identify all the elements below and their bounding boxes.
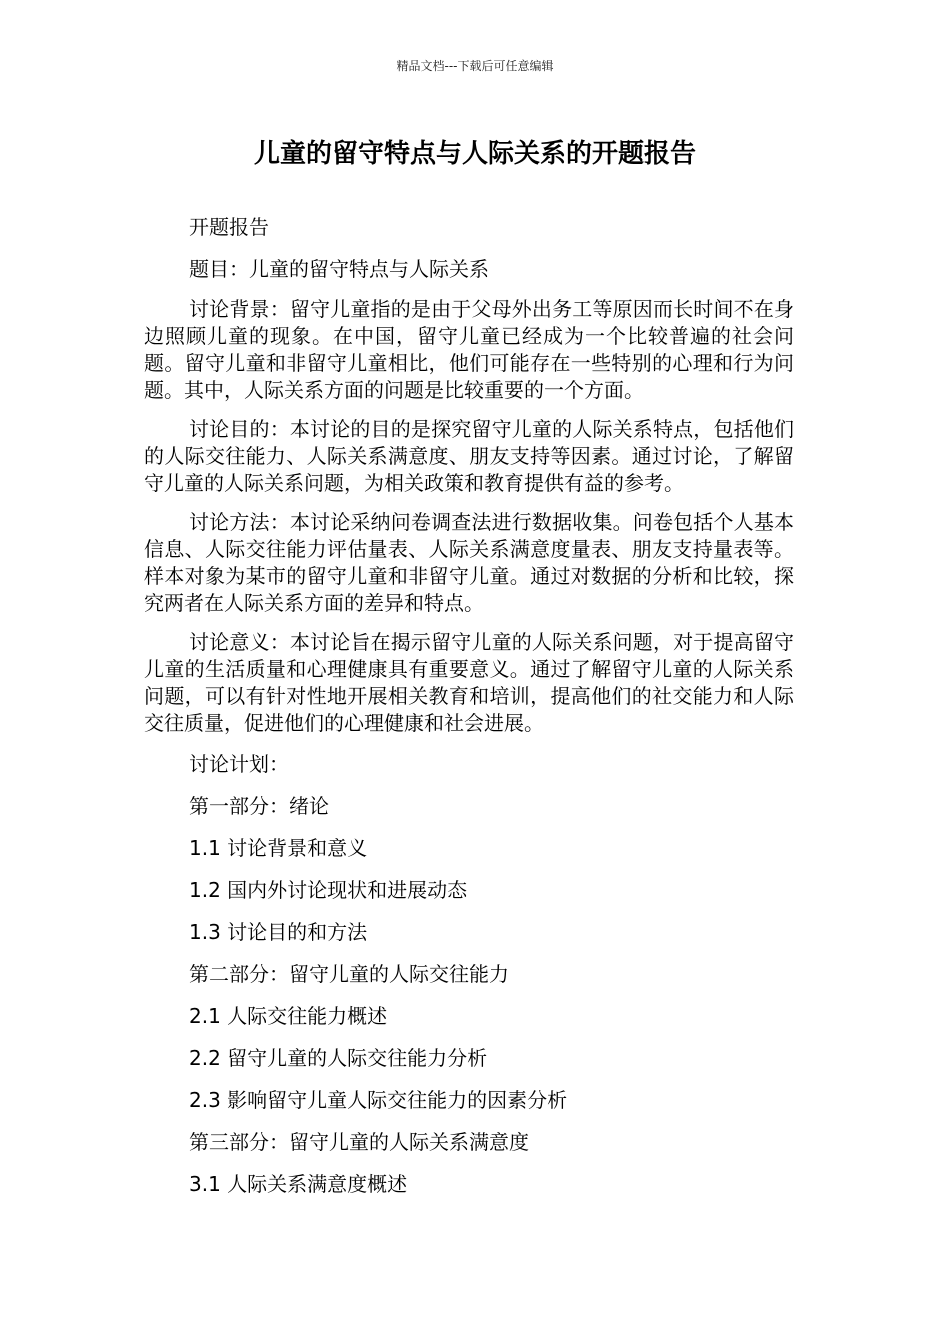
plan-item: 2.1 人际交往能力概述	[189, 1004, 388, 1028]
plan-item: 3.1 人际关系满意度概述	[189, 1172, 408, 1196]
plan-item: 1.3 讨论目的和方法	[189, 920, 368, 944]
header-note: 精品文档---下载后可任意编辑	[396, 59, 554, 73]
plan-item: 第二部分：留守儿童的人际交往能力	[189, 962, 509, 986]
method-paragraph: 讨论方法：本讨论采纳问卷调查法进行数据收集。问卷包括个人基本信息、人际交往能力评估量表、人际关系满意度量表、朋友支持量表等。样本对象为某市的留守儿童和非留守儿童。通过对数据的分析和比较，探究两者在人际关系方面的差异和特点。	[144, 510, 794, 615]
background-paragraph: 讨论背景：留守儿童指的是由于父母外出务工等原因而长时间不在身边照顾儿童的现象。在中国，留守儿童已经成为一个比较普遍的社会问题。留守儿童和非留守儿童相比，他们可能存在一些特别的心理和行为问题。其中，人际关系方面的问题是比较重要的一个方面。	[144, 297, 794, 402]
plan-item: 第一部分：绪论	[189, 794, 329, 818]
plan-heading: 讨论计划：	[189, 752, 289, 776]
significance-paragraph: 讨论意义：本讨论旨在揭示留守儿童的人际关系问题，对于提高留守儿童的生活质量和心理健康具有重要意义。通过了解留守儿童的人际关系问题，可以有针对性地开展相关教育和培训，提高他们的社交能力和人际交往质量，促进他们的心理健康和社会进展。	[144, 630, 794, 735]
topic-line: 题目：儿童的留守特点与人际关系	[189, 257, 489, 281]
plan-item: 1.1 讨论背景和意义	[189, 836, 368, 860]
document-body	[144, 212, 794, 1211]
report-label: 开题报告	[189, 215, 269, 239]
purpose-paragraph: 讨论目的：本讨论的目的是探究留守儿童的人际关系特点，包括他们的人际交往能力、人际关系满意度、朋友支持等因素。通过讨论，了解留守儿童的人际关系问题，为相关政策和教育提供有益的参考。	[144, 417, 794, 495]
plan-item: 2.2 留守儿童的人际交往能力分析	[189, 1046, 488, 1070]
plan-item: 2.3 影响留守儿童人际交往能力的因素分析	[189, 1088, 568, 1112]
plan-item: 1.2 国内外讨论现状和进展动态	[189, 878, 468, 902]
plan-item: 第三部分：留守儿童的人际关系满意度	[189, 1130, 529, 1154]
document-title: 儿童的留守特点与人际关系的开题报告	[253, 139, 696, 169]
